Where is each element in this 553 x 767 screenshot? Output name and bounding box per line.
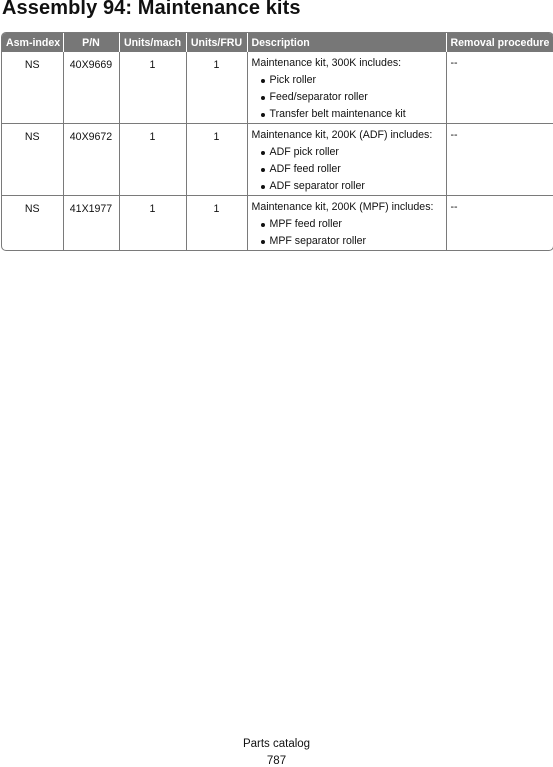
list-item: MPF feed roller xyxy=(261,216,442,233)
cell-pn: 41X1977 xyxy=(63,196,119,251)
cell-units-mach: 1 xyxy=(119,124,186,196)
list-item: MPF separator roller xyxy=(261,233,442,250)
page-number: 787 xyxy=(266,755,287,767)
table-row xyxy=(2,124,553,196)
cell-description xyxy=(247,124,446,196)
cell-asm-index: NS xyxy=(2,124,63,196)
cell-removal-procedure: -- xyxy=(446,124,553,196)
column-header-removal-procedure: Removal procedure xyxy=(446,33,553,52)
cell-units-fru: 1 xyxy=(186,196,247,251)
page-footer: Parts catalog xyxy=(242,738,311,750)
cell-units-fru: 1 xyxy=(186,52,247,124)
cell-description xyxy=(247,52,446,124)
table-header-row xyxy=(2,33,553,52)
included-parts-list xyxy=(252,216,442,250)
description-text: Maintenance kit, 200K (ADF) includes: xyxy=(251,129,433,141)
cell-asm-index: NS xyxy=(24,59,40,71)
list-item: Feed/separator roller xyxy=(261,89,442,106)
included-parts-list xyxy=(252,72,442,123)
cell-removal-procedure: -- xyxy=(446,196,553,251)
cell-pn: 40X9669 xyxy=(63,52,119,124)
cell-units-fru: 1 xyxy=(186,124,247,196)
column-header-asm-index: Asm-index xyxy=(2,33,63,52)
included-parts-list xyxy=(252,144,442,195)
list-item: ADF feed roller xyxy=(261,161,442,178)
list-item: Transfer belt maintenance kit xyxy=(261,106,442,123)
column-header-pn: P/N xyxy=(63,33,119,52)
page-title: Assembly 94: Maintenance kits xyxy=(2,0,301,19)
description-text: Maintenance kit, 300K includes: xyxy=(251,57,402,69)
column-header-units-mach: Units/mach xyxy=(119,33,186,52)
cell-units-mach: 1 xyxy=(119,52,186,124)
cell-asm-index: NS xyxy=(2,196,63,251)
list-item: ADF separator roller xyxy=(261,178,442,195)
list-item: Pick roller xyxy=(261,72,442,89)
cell-removal-procedure: -- xyxy=(446,52,553,124)
cell-description xyxy=(247,196,446,251)
cell-pn: 40X9672 xyxy=(63,124,119,196)
table-row xyxy=(2,196,553,251)
description-text: Maintenance kit, 200K (MPF) includes: xyxy=(251,201,434,213)
column-header-description: Description xyxy=(247,33,446,52)
table-row xyxy=(2,52,553,124)
column-header-units-fru: Units/FRU xyxy=(186,33,247,52)
parts-table xyxy=(1,32,553,251)
list-item: ADF pick roller xyxy=(261,144,442,161)
cell-units-mach: 1 xyxy=(119,196,186,251)
